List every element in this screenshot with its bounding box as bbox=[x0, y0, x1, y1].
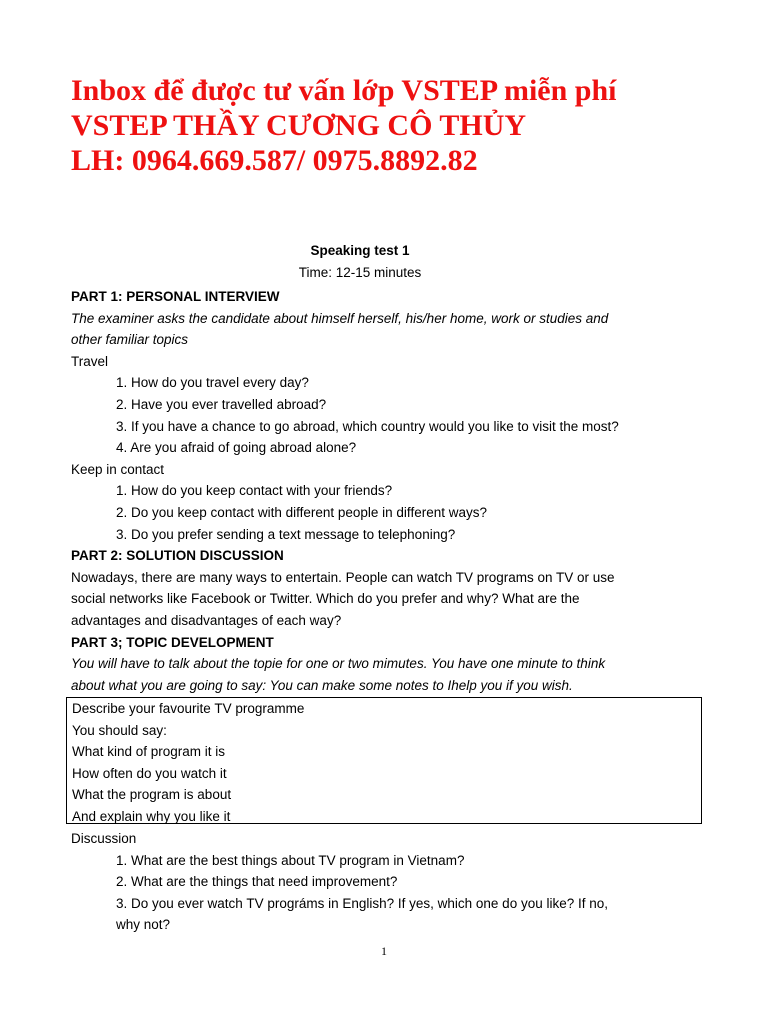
promo-banner bbox=[71, 73, 617, 178]
part1-heading: PART 1: PERSONAL INTERVIEW bbox=[71, 289, 280, 304]
cue-card-line: Describe your favourite TV programme bbox=[72, 701, 305, 716]
cue-card-line: How often do you watch it bbox=[72, 765, 227, 781]
test-title: Speaking test 1 bbox=[310, 243, 410, 258]
test-time: Time: 12-15 minutes bbox=[298, 265, 422, 280]
part2-text: Nowadays, there are many ways to entertain. People can watch TV programs on TV or use social networks like Facebook or Twitter. Which do you prefer and why? What are the advantages and disadvantages of each way? bbox=[71, 569, 615, 628]
list-item: 2. What are the things that need improvement? bbox=[116, 874, 398, 890]
topic-contact-label: Keep in contact bbox=[71, 461, 165, 477]
travel-question-list bbox=[71, 372, 671, 458]
list-item: 1. How do you keep contact with your friends? bbox=[116, 483, 393, 499]
topic-travel-label: Travel bbox=[71, 353, 109, 369]
part3-instruction: You will have to talk about the topie for one or two mimutes. You have one minute to think about what you are going to say: You can make some notes to Ihelp you if you wish. bbox=[71, 656, 606, 693]
list-item: 1. What are the best things about TV program in Vietnam? bbox=[116, 852, 465, 868]
cue-card-line: What the program is about bbox=[72, 787, 232, 803]
list-item: 3. If you have a chance to go abroad, which country would you like to visit the most? bbox=[116, 418, 619, 434]
list-item: 2. Do you keep contact with different people in different ways? bbox=[116, 504, 487, 520]
part3-heading: PART 3; TOPIC DEVELOPMENT bbox=[71, 634, 274, 650]
part1-section bbox=[71, 286, 671, 696]
part2-heading: PART 2: SOLUTION DISCUSSION bbox=[71, 548, 284, 564]
discussion-label: Discussion bbox=[71, 831, 137, 846]
cue-card-line: And explain why you like it bbox=[72, 808, 231, 824]
cue-card-line: You should say: bbox=[72, 722, 167, 738]
list-item: 3. Do you ever watch TV prográms in English? If yes, which one do you like? If no, why not? bbox=[116, 895, 609, 933]
list-item: 2. Have you ever travelled abroad? bbox=[116, 396, 327, 412]
part1-instruction: The examiner asks the candidate about himself herself, his/her home, work or studies and other familiar topics bbox=[71, 310, 609, 348]
discussion-section bbox=[71, 828, 671, 936]
cue-card-lines bbox=[72, 698, 304, 828]
promo-line-brand: VSTEP THẦY CƯƠNG CÔ THỦY bbox=[71, 109, 527, 142]
cue-card-box bbox=[66, 697, 702, 824]
promo-line-inbox: Inbox để được tư vấn lớp VSTEP miễn phí bbox=[71, 74, 617, 107]
page-number: 1 bbox=[381, 944, 387, 958]
list-item: 4. Are you afraid of going abroad alone? bbox=[116, 440, 357, 456]
cue-card-line: What kind of program it is bbox=[72, 744, 226, 760]
promo-line-contact: LH: 0964.669.587/ 0975.8892.82 bbox=[71, 144, 478, 177]
list-item: 3. Do you prefer sending a text message to telephoning? bbox=[116, 526, 456, 542]
list-item: 1. How do you travel every day? bbox=[116, 375, 309, 391]
discussion-question-list bbox=[71, 850, 631, 936]
contact-question-list bbox=[71, 480, 671, 545]
